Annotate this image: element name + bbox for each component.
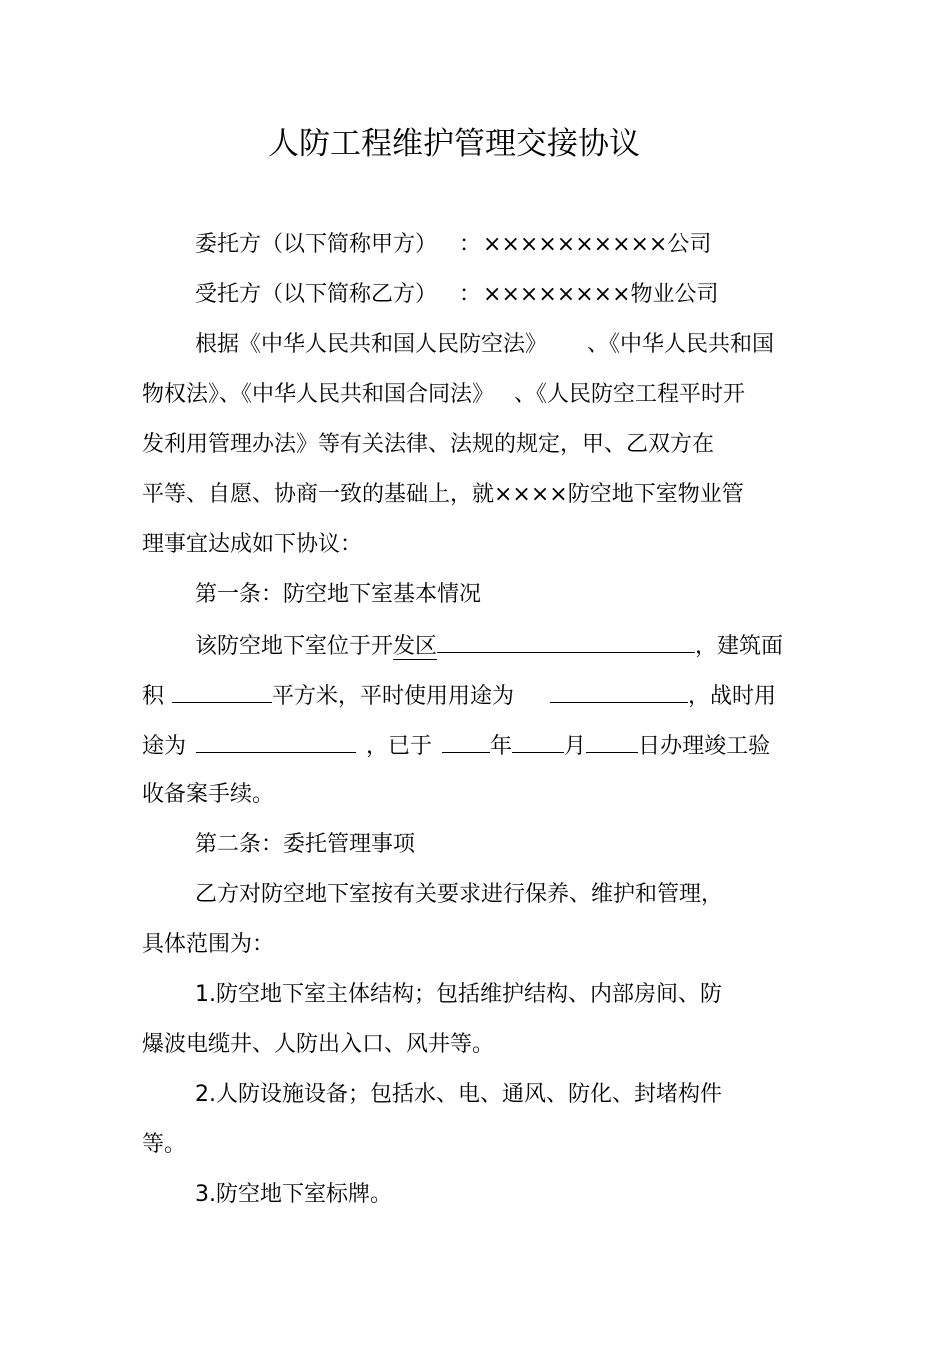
party-b-value: ××××××××物业公司: [483, 282, 719, 307]
party-a-line: [195, 230, 711, 260]
article-1-text: 日办理竣工验: [638, 734, 771, 759]
article-2-line-1: 乙方对防空地下室按有关要求进行保养、维护和管理，: [195, 882, 724, 907]
list-item-1-line-1: 1.防空地下室主体结构；包括维护结构、内部房间、防: [195, 982, 722, 1007]
article-1-text: 月: [564, 734, 587, 759]
peacetime-use-blank: [550, 680, 688, 703]
list-item-3: 3.防空地下室标牌。: [195, 1182, 392, 1207]
intro-text: 根据《中华人民共和国人民防空法》: [195, 332, 548, 357]
party-a-value: ××××××××××公司: [483, 232, 712, 257]
day-blank: [586, 730, 638, 753]
intro-line-1: [195, 330, 774, 360]
party-a-label: 委托方（以下简称甲方）: [195, 232, 438, 257]
location-blank: [437, 630, 695, 653]
article-1-line-2: [142, 680, 776, 712]
area-blank: [172, 680, 272, 703]
article-1-line-4: 收备案手续。: [142, 782, 275, 807]
article-1-text: 发区: [393, 634, 438, 659]
document-title: 人防工程维护管理交接协议: [268, 126, 640, 162]
list-item-2-line-1: 2.人防设施设备；包括水、电、通风、防化、封堵构件: [195, 1082, 722, 1107]
party-b-label: 受托方（以下简称乙方）: [195, 282, 438, 307]
list-item-2-line-2: 等。: [142, 1132, 187, 1157]
intro-text: 、《中华人民共和国: [587, 332, 775, 357]
article-1-text: 途为: [142, 734, 187, 759]
article-1-text: 该防空地下室位于开: [195, 634, 394, 659]
article-2-heading: 第二条：委托管理事项: [195, 832, 416, 857]
list-item-1-line-2: 爆波电缆井、人防出入口、风井等。: [142, 1032, 495, 1057]
party-a-colon: ：: [459, 232, 482, 257]
article-1-text: 平方米，平时使用用途为: [272, 684, 515, 709]
article-1-text: ，已于: [366, 734, 433, 759]
article-1-text: 积: [142, 684, 165, 709]
intro-text: 、《人民防空工程平时开: [514, 382, 746, 407]
article-1-text: ，战时用: [688, 684, 777, 709]
intro-line-2: [142, 380, 745, 410]
intro-line-5: 理事宜达成如下协议：: [142, 532, 363, 557]
article-1-line-3: [142, 730, 770, 762]
article-1-heading: 第一条：防空地下室基本情况: [195, 582, 482, 607]
article-1-line-1: [195, 630, 783, 662]
party-b-colon: ：: [459, 282, 482, 307]
article-2-line-2: 具体范围为：: [142, 932, 275, 957]
year-blank: [442, 730, 490, 753]
month-blank: [512, 730, 564, 753]
party-b-line: [195, 280, 719, 310]
intro-line-3: 发利用管理办法》等有关法律、法规的规定，甲、乙双方在: [142, 432, 715, 457]
wartime-use-blank: [196, 730, 356, 753]
article-1-text: ，建筑面: [695, 634, 784, 659]
article-1-text: 年: [490, 734, 513, 759]
intro-line-4: 平等、自愿、协商一致的基础上，就××××防空地下室物业管: [142, 482, 744, 507]
intro-text: 物权法》、《中华人民共和国合同法》: [142, 382, 495, 407]
